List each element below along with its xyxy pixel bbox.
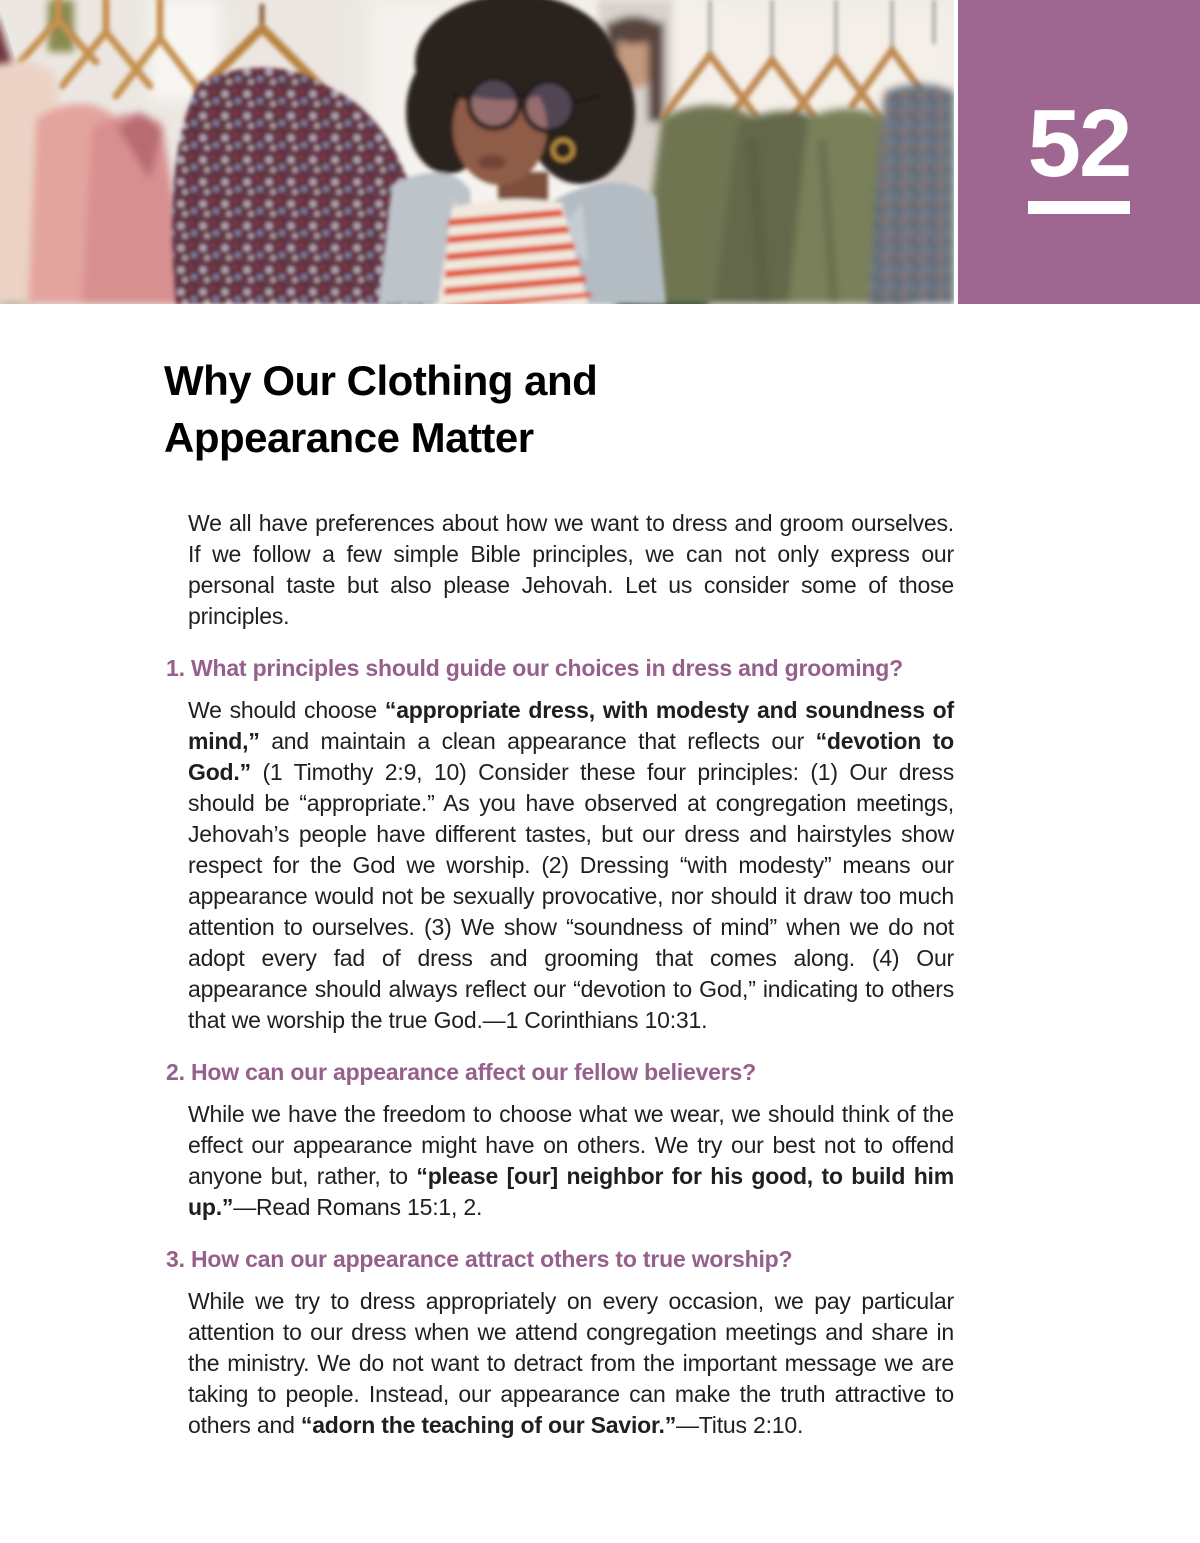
- page-title: [164, 352, 1200, 466]
- lesson-photo: [0, 0, 954, 304]
- intro-paragraph: We all have preferences about how we want to dress and groom ourselves. If we follow a few simple Bible principles, we can not only express our personal taste but also please Jehovah. Let us consider some of those principles.: [188, 510, 954, 629]
- paragraph-text: We should choose: [188, 697, 385, 723]
- lesson-content: [0, 352, 1200, 1441]
- section-2: [0, 1057, 1200, 1223]
- paragraph-text: (1 Timothy 2:9, 10) Consider these four principles: (1) Our dress should be “appropriate.” As you have observed at congregation meetings, Jehovah’s people have different tastes, but our dress and hairstyles show respect for the God we worship. (2) Dressing “with modesty” means our appearance would not be sexually provocative, nor should it draw too much attention to ourselves. (3) We show “soundness of mind” when we do not adopt every fad of dress and grooming that comes along. (4) Our appearance should always reflect our “devotion to God,” indicating to others that we worship the true God.—1 Corinthians 10:31.: [188, 759, 954, 1033]
- page-title-line-2: Appearance Matter: [164, 414, 534, 461]
- paragraph-1: [188, 695, 954, 1036]
- clothing-store-illustration: [0, 0, 954, 304]
- paragraph-text: While we try to dress appropriately on every occasion, we pay particular attention to our dress when we attend congregation meetings and share in the ministry. We do not want to detract from the important message we are taking to people. Instead, our appearance can make the truth attractive to others and: [188, 1288, 954, 1438]
- scripture-quote-bold: “please [our] neighbor for his good, to build him up.”: [188, 1163, 954, 1220]
- page-header: [0, 0, 1200, 304]
- section-1: [0, 653, 1200, 1036]
- lesson-number: 52: [1027, 90, 1131, 197]
- scripture-quote-bold: “appropriate dress, with modesty and soundness of mind,”: [188, 697, 954, 754]
- paragraph-2: [188, 1099, 954, 1223]
- paragraph-text: and maintain a clean appearance that reflects our: [259, 728, 816, 754]
- page-title-line-1: Why Our Clothing and: [164, 357, 598, 404]
- paragraph-text: While we have the freedom to choose what we wear, we should think of the effect our appearance might have on others. We try our best not to offend anyone but, rather, to: [188, 1101, 954, 1189]
- section-3: [0, 1244, 1200, 1441]
- paragraph-text: —Read Romans 15:1, 2.: [233, 1194, 483, 1220]
- question-heading-1: 1. What principles should guide our choices in dress and grooming?: [166, 655, 903, 681]
- lesson-number-underline: [1028, 201, 1130, 214]
- lesson-number-badge: [958, 0, 1200, 304]
- scripture-quote-bold: “adorn the teaching of our Savior.”: [300, 1412, 676, 1438]
- paragraph-3: [188, 1286, 954, 1441]
- question-heading-2: 2. How can our appearance affect our fellow believers?: [166, 1059, 756, 1085]
- scripture-quote-bold: “devotion to God.”: [188, 728, 954, 785]
- paragraph-text: —Titus 2:10.: [676, 1412, 804, 1438]
- question-heading-3: 3. How can our appearance attract others to true worship?: [166, 1246, 793, 1272]
